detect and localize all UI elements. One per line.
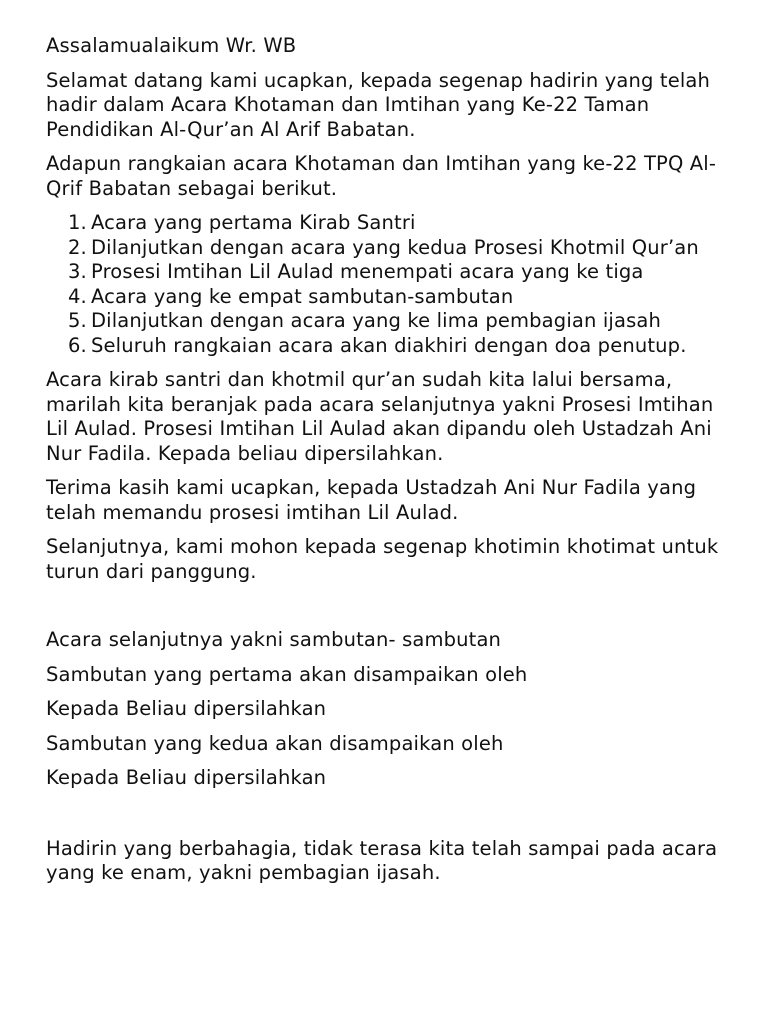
list-item-text: Prosesi Imtihan Lil Aulad menempati acara yang ke tiga bbox=[91, 260, 644, 283]
list-item-number: 4. bbox=[68, 284, 87, 308]
kirab-paragraph: Acara kirab santri dan khotmil qur’an sudah kita lalui bersama, marilah kita beranjak pada acara selanjutnya yakni Prosesi Imtihan Lil Aulad. Prosesi Imtihan Lil Aulad akan dipandu oleh Ustadzah Ani Nur Fadila. Kepada beliau dipersilahkan. bbox=[46, 368, 714, 465]
list-item-text: Seluruh rangkaian acara akan diakhiri dengan doa penutup. bbox=[91, 333, 687, 357]
spacer bbox=[46, 594, 736, 628]
greeting: Assalamualaikum Wr. WB bbox=[46, 34, 297, 57]
list-item-number: 3. bbox=[68, 260, 87, 283]
welcome-paragraph: Selamat datang kami ucapkan, kepada segenap hadirin yang telah hadir dalam Acara Khotaman dan Imtihan yang Ke-22 Taman Pendidikan Al-Qur’an Al Arif Babatan. bbox=[46, 68, 711, 141]
list-item bbox=[46, 236, 736, 261]
list-item-text: Acara yang ke empat sambutan-sambutan bbox=[91, 284, 514, 308]
list-item-number: 5. bbox=[68, 309, 87, 332]
document-page bbox=[46, 34, 736, 896]
list-item bbox=[46, 334, 736, 359]
sambutan-line: Acara selanjutnya yakni sambutan- sambutan bbox=[46, 628, 502, 651]
sambutan-line: Kepada Beliau dipersilahkan bbox=[46, 766, 327, 789]
agenda-list bbox=[46, 211, 736, 358]
list-item-text: Dilanjutkan dengan acara yang ke lima pembagian ijasah bbox=[91, 309, 661, 332]
list-item-number: 2. bbox=[68, 235, 87, 259]
list-item bbox=[46, 211, 736, 236]
next-paragraph: Selanjutnya, kami mohon kepada segenap khotimin khotimat untuk turun dari panggung. bbox=[46, 535, 719, 583]
spacer bbox=[46, 801, 736, 837]
sambutan-line: Sambutan yang pertama akan disampaikan oleh bbox=[46, 662, 528, 686]
closing-paragraph: Hadirin yang berbahagia, tidak terasa kita telah sampai pada acara yang ke enam, yakni pembagian ijasah. bbox=[46, 836, 718, 884]
list-item bbox=[46, 285, 736, 310]
list-item-number: 1. bbox=[68, 211, 87, 234]
agenda-intro-paragraph: Adapun rangkaian acara Khotaman dan Imtihan yang ke-22 TPQ Al-Qrif Babatan sebagai berikut. bbox=[46, 152, 717, 200]
list-item-number: 6. bbox=[68, 333, 87, 357]
thanks-paragraph: Terima kasih kami ucapkan, kepada Ustadzah Ani Nur Fadila yang telah memandu prosesi imtihan Lil Aulad. bbox=[46, 476, 697, 524]
sambutan-line: Kepada Beliau dipersilahkan bbox=[46, 697, 327, 720]
list-item-text: Acara yang pertama Kirab Santri bbox=[91, 211, 416, 234]
list-item bbox=[46, 309, 736, 334]
list-item-text: Dilanjutkan dengan acara yang kedua Prosesi Khotmil Qur’an bbox=[91, 235, 699, 259]
sambutan-line: Sambutan yang kedua akan disampaikan oleh bbox=[46, 731, 504, 755]
list-item bbox=[46, 260, 736, 285]
